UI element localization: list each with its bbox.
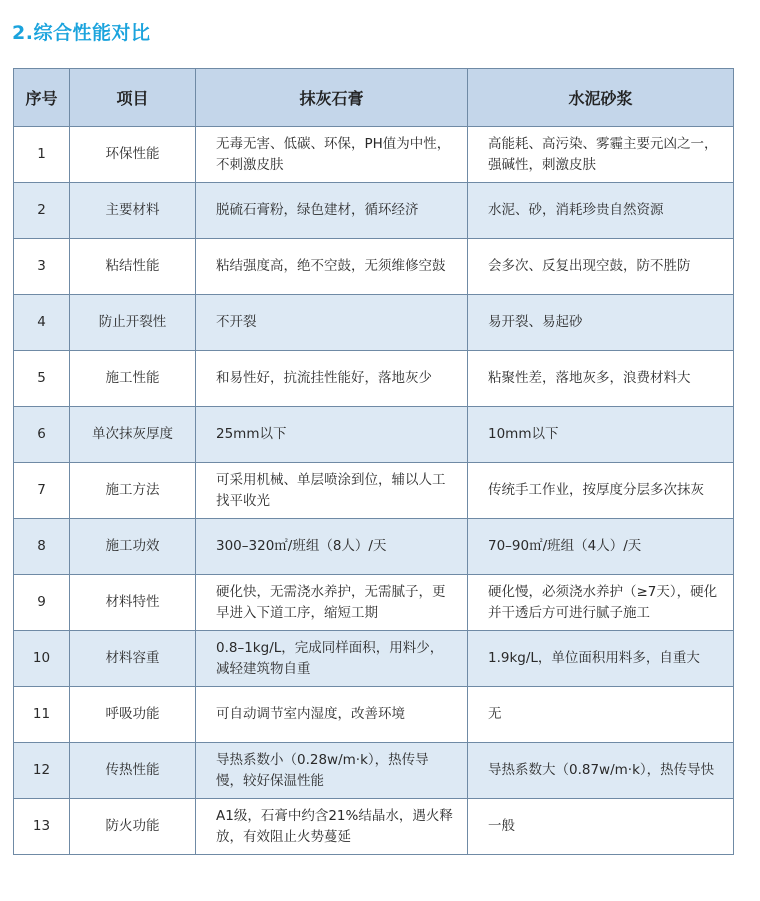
row-gypsum: 和易性好，抗流挂性能好，落地灰少	[196, 351, 468, 407]
row-cement: 10mm以下	[468, 407, 734, 463]
table-row	[14, 799, 734, 855]
row-item: 材料特性	[70, 575, 196, 631]
row-cement: 无	[468, 687, 734, 743]
header-cement: 水泥砂浆	[468, 69, 734, 127]
table-row	[14, 407, 734, 463]
table-row	[14, 631, 734, 687]
row-cement: 会多次、反复出现空鼓，防不胜防	[468, 239, 734, 295]
row-gypsum: 可自动调节室内湿度，改善环境	[196, 687, 468, 743]
row-number: 13	[14, 799, 70, 855]
header-number: 序号	[14, 69, 70, 127]
row-item: 施工性能	[70, 351, 196, 407]
row-gypsum: 300–320㎡/班组（8人）/天	[196, 519, 468, 575]
row-cement: 70–90㎡/班组（4人）/天	[468, 519, 734, 575]
table-row	[14, 239, 734, 295]
table-row	[14, 295, 734, 351]
table-row	[14, 575, 734, 631]
table-header-row	[14, 69, 734, 127]
row-gypsum: 可采用机械、单层喷涂到位，辅以人工找平收光	[196, 463, 468, 519]
row-cement: 硬化慢，必须浇水养护（≥7天），硬化并干透后方可进行腻子施工	[468, 575, 734, 631]
row-cement: 高能耗、高污染、雾霾主要元凶之一，强碱性，刺激皮肤	[468, 127, 734, 183]
row-number: 1	[14, 127, 70, 183]
section-title: 2.综合性能对比	[12, 22, 151, 44]
row-gypsum: 硬化快，无需浇水养护，无需腻子，更早进入下道工序，缩短工期	[196, 575, 468, 631]
row-number: 5	[14, 351, 70, 407]
row-item: 主要材料	[70, 183, 196, 239]
row-gypsum: 脱硫石膏粉，绿色建材，循环经济	[196, 183, 468, 239]
row-item: 材料容重	[70, 631, 196, 687]
table-body	[14, 127, 734, 855]
row-number: 4	[14, 295, 70, 351]
table-row	[14, 351, 734, 407]
row-item: 防止开裂性	[70, 295, 196, 351]
row-gypsum: 25mm以下	[196, 407, 468, 463]
row-cement: 粘聚性差，落地灰多，浪费材料大	[468, 351, 734, 407]
table-row	[14, 687, 734, 743]
table-row	[14, 519, 734, 575]
row-item: 施工功效	[70, 519, 196, 575]
row-number: 9	[14, 575, 70, 631]
row-item: 传热性能	[70, 743, 196, 799]
comparison-table	[13, 68, 734, 855]
row-number: 2	[14, 183, 70, 239]
row-item: 施工方法	[70, 463, 196, 519]
row-cement: 水泥、砂，消耗珍贵自然资源	[468, 183, 734, 239]
header-gypsum: 抹灰石膏	[196, 69, 468, 127]
row-number: 7	[14, 463, 70, 519]
row-gypsum: 0.8–1kg/L，完成同样面积，用料少，减轻建筑物自重	[196, 631, 468, 687]
row-cement: 传统手工作业，按厚度分层多次抹灰	[468, 463, 734, 519]
table-row	[14, 183, 734, 239]
row-cement: 1.9kg/L，单位面积用料多，自重大	[468, 631, 734, 687]
row-number: 6	[14, 407, 70, 463]
row-gypsum: 粘结强度高，绝不空鼓，无须维修空鼓	[196, 239, 468, 295]
comparison-table-container	[13, 68, 733, 855]
row-item: 防火功能	[70, 799, 196, 855]
header-item: 项目	[70, 69, 196, 127]
row-item: 单次抹灰厚度	[70, 407, 196, 463]
row-number: 3	[14, 239, 70, 295]
table-row	[14, 127, 734, 183]
row-number: 12	[14, 743, 70, 799]
row-item: 环保性能	[70, 127, 196, 183]
row-item: 粘结性能	[70, 239, 196, 295]
row-number: 11	[14, 687, 70, 743]
table-row	[14, 463, 734, 519]
table-row	[14, 743, 734, 799]
row-gypsum: 无毒无害、低碳、环保，PH值为中性，不刺激皮肤	[196, 127, 468, 183]
row-gypsum: 不开裂	[196, 295, 468, 351]
row-gypsum: 导热系数小（0.28w/m·k），热传导慢，较好保温性能	[196, 743, 468, 799]
row-gypsum: A1级，石膏中约含21%结晶水，遇火释放，有效阻止火势蔓延	[196, 799, 468, 855]
row-cement: 导热系数大（0.87w/m·k），热传导快	[468, 743, 734, 799]
row-number: 10	[14, 631, 70, 687]
row-number: 8	[14, 519, 70, 575]
row-cement: 一般	[468, 799, 734, 855]
row-cement: 易开裂、易起砂	[468, 295, 734, 351]
row-item: 呼吸功能	[70, 687, 196, 743]
